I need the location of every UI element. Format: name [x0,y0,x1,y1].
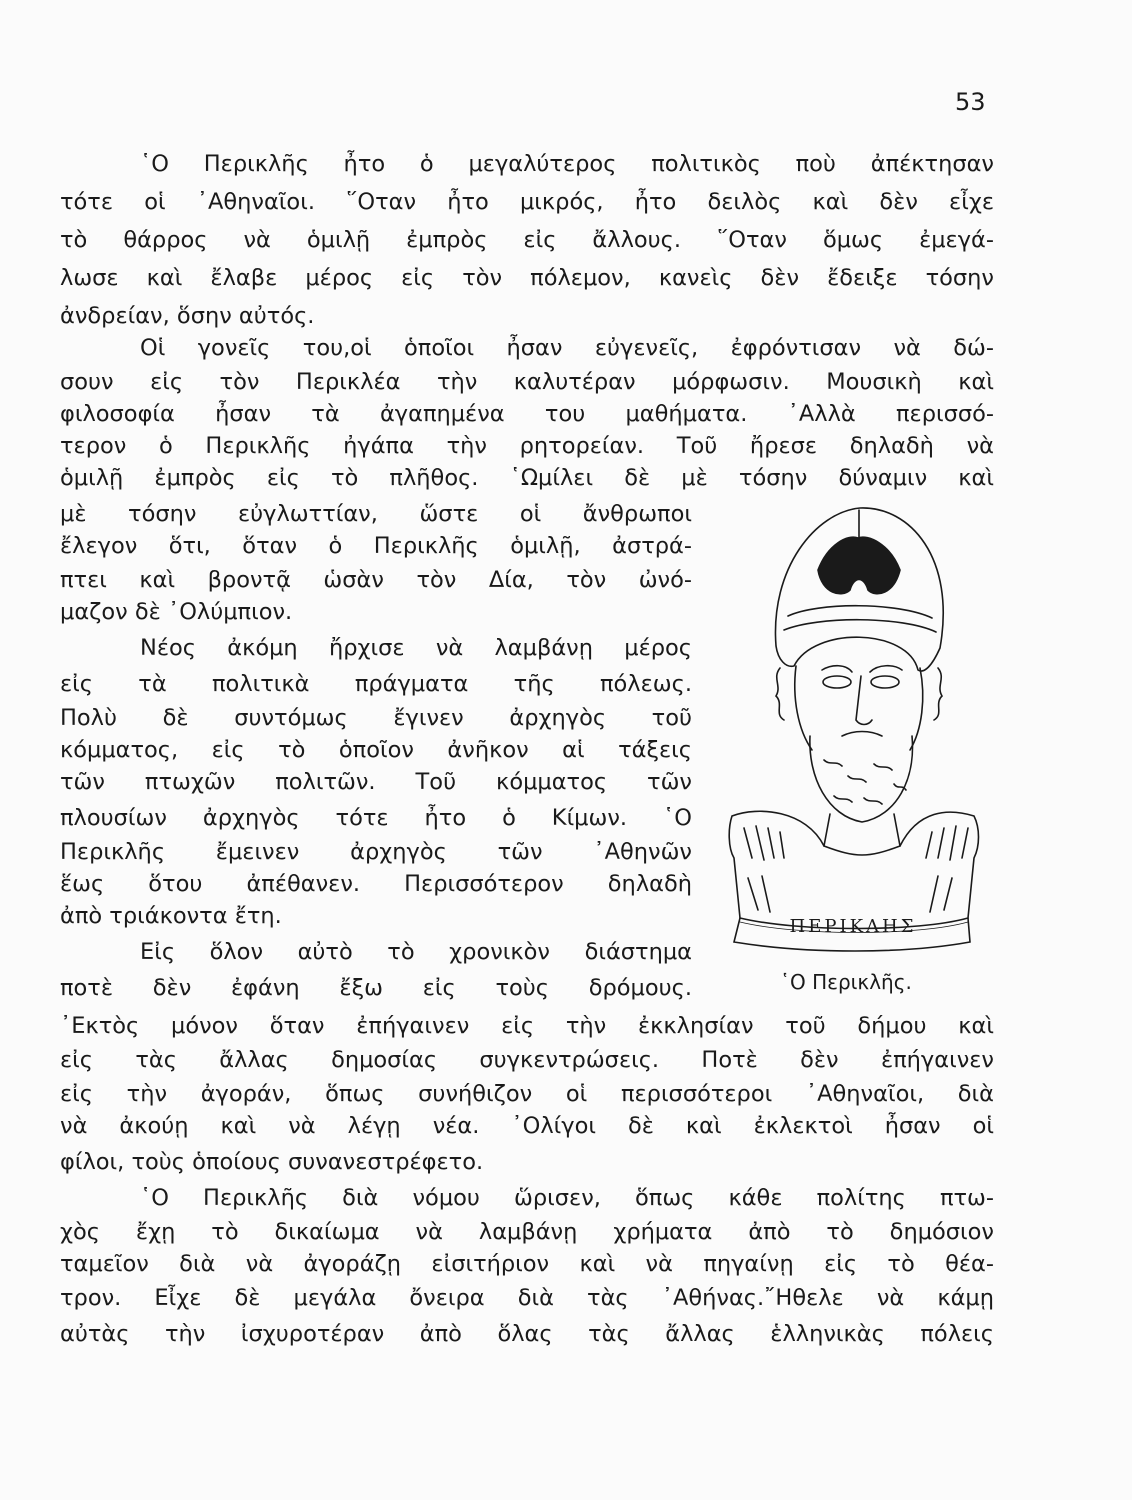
text-line: ἕως ὅτου ἀπέθανεν. Περισσότερον δηλαδὴ [60,871,692,897]
text-line: Πολὺ δὲ συντόμως ἔγινεν ἀρχηγὸς τοῦ [60,705,692,731]
text-line: Νέος ἀκόμη ἤρχισε νὰ λαμβάνῃ μέρος [140,635,692,661]
text-line: εἰς τὴν ἀγοράν, ὅπως συνήθιζον οἱ περισσότεροι ᾿Αθηναῖοι, διὰ [60,1081,994,1107]
text-line: μαζον δὲ ᾿Ολύμπιον. [60,599,293,625]
text-line: αὐτὰς τὴν ἰσχυροτέραν ἀπὸ ὅλας τὰς ἄλλας ἑλληνικὰς πόλεις [60,1321,994,1347]
text-line: τῶν πτωχῶν πολιτῶν. Τοῦ κόμματος τῶν [60,769,692,795]
text-line: χὸς ἔχῃ τὸ δικαίωμα νὰ λαμβάνῃ χρήματα ἀπὸ τὸ δημόσιον [60,1219,994,1245]
pericles-bust-illustration [718,498,986,976]
text-line: ὁμιλῇ ἐμπρὸς εἰς τὸ πλῆθος. ῾Ωμίλει δὲ μὲ τόσην δύναμιν καὶ [60,465,994,491]
text-line: ἀνδρείαν, ὅσην αὐτός. [60,303,315,329]
text-line: σουν εἰς τὸν Περικλέα τὴν καλυτέραν μόρφωσιν. Μουσικὴ καὶ [60,369,994,395]
page-number: 53 [955,88,986,116]
text-line: μὲ τόσην εὐγλωττίαν, ὥστε οἱ ἄνθρωποι [60,501,692,527]
text-line: Εἰς ὅλον αὐτὸ τὸ χρονικὸν διάστημα [140,939,692,965]
text-line: ῾Ο Περικλῆς ἦτο ὁ μεγαλύτερος πολιτικὸς ποὺ ἀπέκτησαν [140,151,994,177]
text-line: εἰς τὰς ἄλλας δημοσίας συγκεντρώσεις. Ποτὲ δὲν ἐπήγαινεν [60,1047,994,1073]
text-line: εἰς τὰ πολιτικὰ πράγματα τῆς πόλεως. [60,671,692,697]
text-line: πτει καὶ βροντᾷ ὡσὰν τὸν Δία, τὸν ὠνό- [60,567,692,593]
text-line: κόμματος, εἰς τὸ ὁποῖον ἀνῆκον αἱ τάξεις [60,737,692,763]
text-line: ῾Ο Περικλῆς διὰ νόμου ὥρισεν, ὅπως κάθε πολίτης πτω- [140,1185,994,1211]
text-line: τερον ὁ Περικλῆς ἠγάπα τὴν ρητορείαν. Τοῦ ἤρεσε δηλαδὴ νὰ [60,433,994,459]
text-line: ἀπὸ τριάκοντα ἔτη. [60,903,282,929]
figure-caption: ῾Ο Περικλῆς. [780,970,912,994]
text-line: φίλοι, τοὺς ὁποίους συνανεστρέφετο. [60,1149,484,1175]
text-line: πλουσίων ἀρχηγὸς τότε ἦτο ὁ Κίμων. ῾Ο [60,805,692,831]
text-line: τότε οἱ ᾿Αθηναῖοι. ῞Οταν ἦτο μικρός, ἦτο δειλὸς καὶ δὲν εἶχε [60,189,994,215]
text-line: ἔλεγον ὅτι, ὅταν ὁ Περικλῆς ὁμιλῇ, ἀστρά- [60,533,692,559]
text-line: ποτὲ δὲν ἐφάνη ἔξω εἰς τοὺς δρόμους. [60,975,692,1001]
text-line: νὰ ἀκούῃ καὶ νὰ λέγῃ νέα. ᾿Ολίγοι δὲ καὶ ἐκλεκτοὶ ἦσαν οἱ [60,1113,994,1139]
bust-inscription: ΠΕΡΙΚΛΗΣ [789,916,917,937]
text-line: Οἱ γονεῖς του,οἱ ὁποῖοι ἦσαν εὐγενεῖς, ἐφρόντισαν νὰ δώ- [140,335,994,361]
bust-drawing [718,498,986,976]
text-line: ταμεῖον διὰ νὰ ἀγοράζῃ εἰσιτήριον καὶ νὰ πηγαίνῃ εἰς τὸ θέα- [60,1251,994,1277]
text-line: Περικλῆς ἔμεινεν ἀρχηγὸς τῶν ᾿Αθηνῶν [60,839,692,865]
text-line: φιλοσοφία ἦσαν τὰ ἀγαπημένα του μαθήματα. ᾿Αλλὰ περισσό- [60,401,994,427]
text-line: ᾿Εκτὸς μόνον ὅταν ἐπήγαινεν εἰς τὴν ἐκκλησίαν τοῦ δήμου καὶ [60,1013,994,1039]
text-line: λωσε καὶ ἔλαβε μέρος εἰς τὸν πόλεμον, κανεὶς δὲν ἔδειξε τόσην [60,265,994,291]
text-line: τὸ θάρρος νὰ ὁμιλῇ ἐμπρὸς εἰς ἄλλους. ῞Οταν ὅμως ἐμεγά- [60,227,994,253]
text-line: τρον. Εἶχε δὲ μεγάλα ὄνειρα διὰ τὰς ᾿Αθήνας.῎Ηθελε νὰ κάμῃ [60,1285,994,1311]
